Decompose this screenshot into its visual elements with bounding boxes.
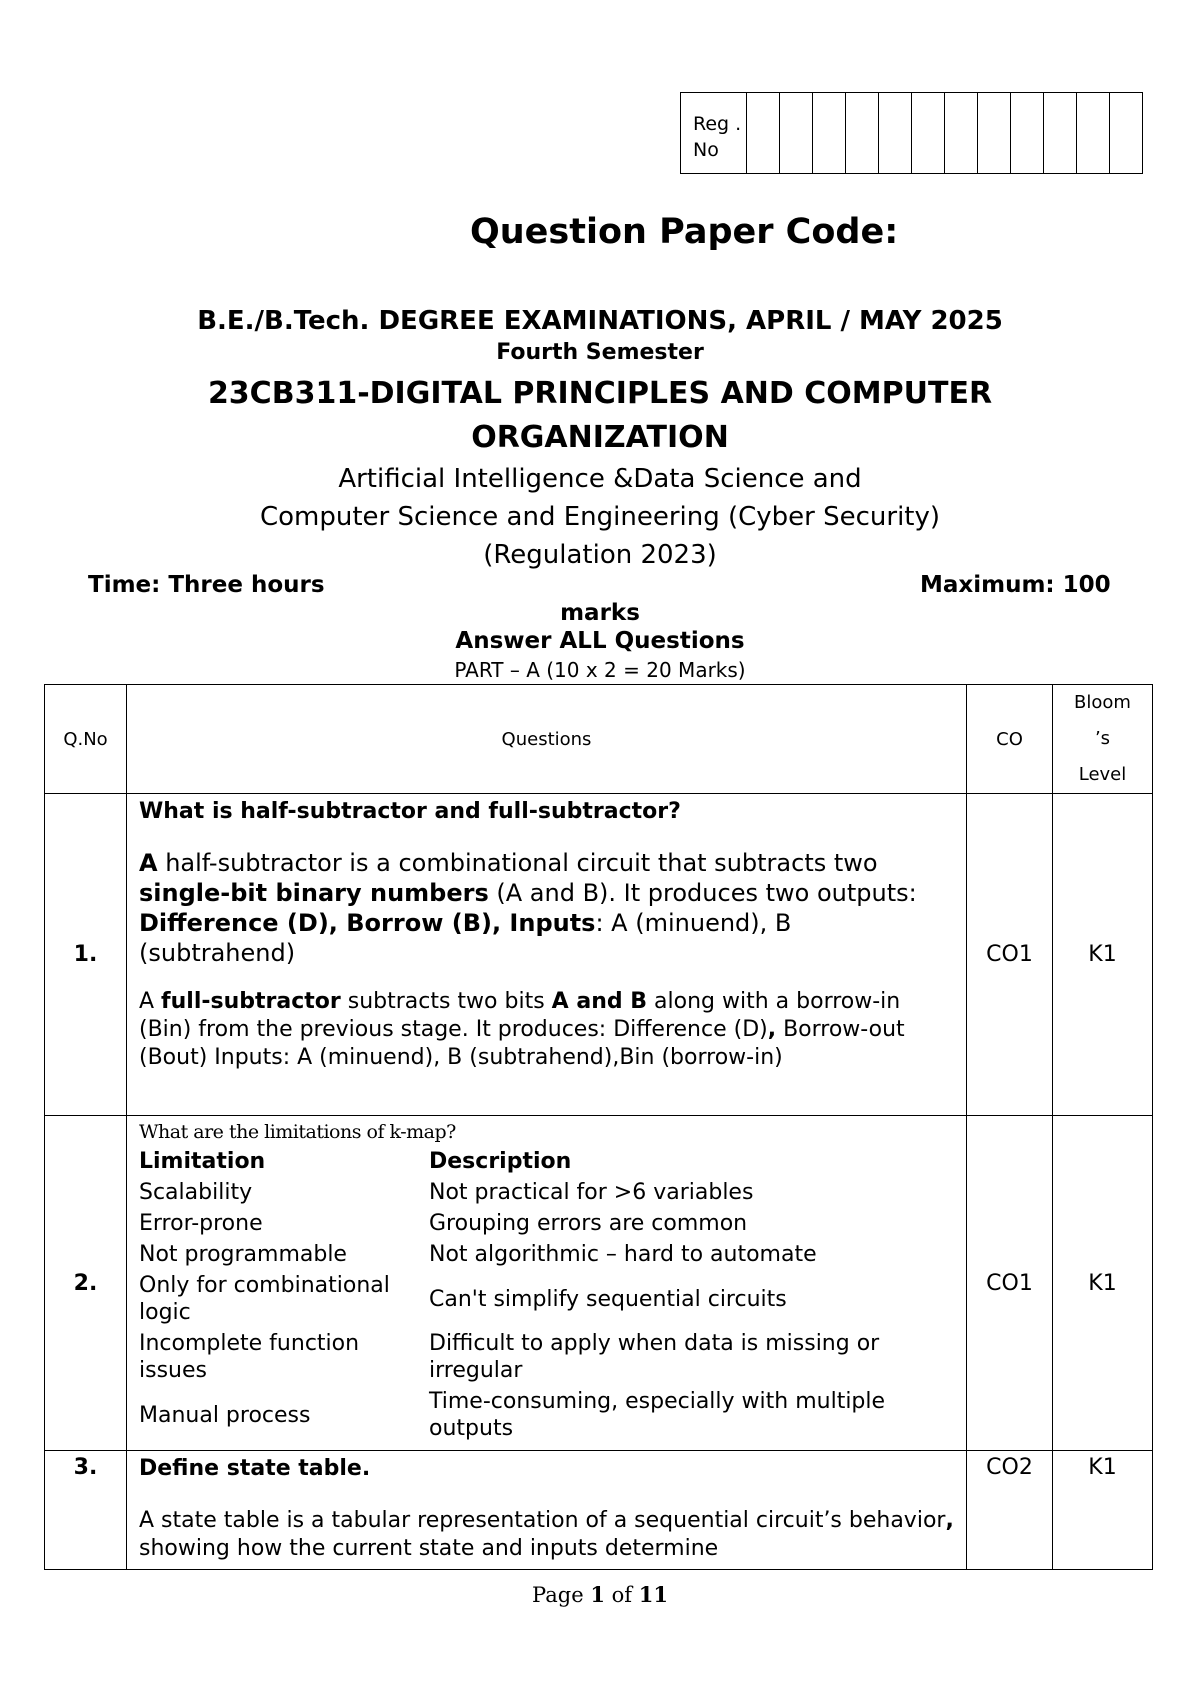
reg-no-cell — [1110, 93, 1143, 174]
answer-paragraph — [139, 988, 954, 1072]
question-number: 2. — [45, 1116, 127, 1451]
text-span: , — [767, 1017, 777, 1042]
limitation-cell: Not programmable — [139, 1242, 347, 1267]
table-row — [45, 1451, 1153, 1570]
list-item — [139, 1177, 954, 1208]
reg-no-cell — [945, 93, 978, 174]
table-header-row — [45, 685, 1153, 794]
header-co: CO — [967, 685, 1053, 794]
course-title-line1: 23CB311-DIGITAL PRINCIPLES AND COMPUTER — [207, 376, 993, 411]
text-span: single-bit binary numbers — [139, 879, 489, 907]
description-cell: Time-consuming, especially with multiple outputs — [429, 1389, 886, 1441]
text-span: Difference (D), Borrow (B), Inputs — [139, 909, 596, 937]
part-a-label: PART – A (10 x 2 = 20 Marks) — [454, 658, 746, 682]
header-questions: Questions — [127, 685, 967, 794]
description-cell: Can't simplify sequential circuits — [429, 1286, 787, 1312]
time-label: Time: Three hours — [88, 572, 325, 598]
department — [0, 460, 1200, 574]
text-span: half-subtractor is a combinational circuit that subtracts two — [157, 849, 878, 877]
co-value: CO1 — [967, 1116, 1053, 1451]
limitation-header: Limitation — [139, 1149, 266, 1174]
list-item — [139, 1328, 954, 1386]
reg-no-cell — [1011, 93, 1044, 174]
description-cell: Not practical for >6 variables — [429, 1180, 754, 1205]
course-title-line2: ORGANIZATION — [471, 420, 729, 455]
text-span: Borrow-out (Bout) Inputs: A (minuend), B (subtrahend),Bin (borrow-in) — [139, 1017, 905, 1070]
text-span: A and B — [551, 989, 648, 1014]
limitations-table — [139, 1146, 954, 1444]
text-span: : A (minuend), B (subtrahend) — [139, 909, 792, 967]
question-body — [127, 794, 967, 1116]
bloom-value: K1 — [1053, 1116, 1153, 1451]
marks-label: marks — [560, 600, 640, 626]
answer-all-label: Answer ALL Questions — [455, 628, 745, 654]
question-body — [127, 1116, 967, 1451]
header-qno: Q.No — [45, 685, 127, 794]
question-number: 3. — [45, 1451, 127, 1570]
footer-total-pages: 11 — [638, 1582, 668, 1607]
header-bloom-2: ’s — [1094, 728, 1111, 749]
header-bloom — [1053, 685, 1153, 794]
question-title: What is half-subtractor and full-subtractor? — [139, 799, 681, 824]
limitation-cell: Incomplete function issues — [139, 1331, 360, 1383]
description-cell: Difficult to apply when data is missing or irregular — [429, 1331, 880, 1383]
reg-no-cell — [879, 93, 912, 174]
bloom-value: K1 — [1053, 794, 1153, 1116]
text-span: A — [139, 849, 158, 877]
department-line2: Computer Science and Engineering (Cyber Security) — [259, 502, 941, 532]
text-span: (A and B). It produces two outputs: — [488, 879, 917, 907]
text-span: A — [139, 989, 162, 1014]
reg-no-box — [680, 92, 1143, 174]
footer-current-page: 1 — [590, 1582, 605, 1607]
list-item — [139, 1239, 954, 1270]
reg-no-cell — [780, 93, 813, 174]
limitations-header — [139, 1146, 954, 1177]
limitation-cell: Scalability — [139, 1180, 253, 1205]
footer-page-label: Page — [532, 1583, 591, 1607]
co-value: CO2 — [967, 1451, 1053, 1570]
question-number: 1. — [45, 794, 127, 1116]
question-title: Define state table. — [139, 1456, 371, 1481]
course-title — [0, 372, 1200, 460]
text-span: full-subtractor — [161, 989, 341, 1014]
text-span: subtracts two bits — [340, 989, 552, 1014]
reg-no-label: Reg . No — [681, 93, 747, 174]
question-body — [127, 1451, 967, 1570]
reg-no-cell — [1077, 93, 1110, 174]
page-footer — [0, 1582, 1200, 1607]
limitation-cell: Error-prone — [139, 1211, 263, 1236]
footer-of-label: of — [604, 1583, 639, 1607]
table-row — [45, 794, 1153, 1116]
answer-paragraph — [139, 1507, 954, 1563]
regulation: (Regulation 2023) — [483, 540, 717, 570]
reg-no-cell — [846, 93, 879, 174]
limitation-cell: Manual process — [139, 1402, 311, 1428]
reg-no-cell — [978, 93, 1011, 174]
bloom-value: K1 — [1053, 1451, 1153, 1570]
text-span: showing how the current state and inputs determine — [139, 1536, 719, 1561]
text-span: A state table is a tabular representation of a sequential circuit’s behavior — [139, 1508, 946, 1533]
reg-no-cell — [912, 93, 945, 174]
reg-no-cell — [1044, 93, 1077, 174]
reg-no-cell — [747, 93, 780, 174]
maximum-label: Maximum: 100 — [920, 572, 1111, 598]
reg-no-cell — [813, 93, 846, 174]
question-title: What are the limitations of k-map? — [139, 1121, 456, 1143]
header-bloom-1: Bloom — [1074, 692, 1131, 713]
text-span: along with a borrow-in (Bin) from the previous stage. It produces: Difference (D) — [139, 989, 901, 1042]
description-cell: Not algorithmic – hard to automate — [429, 1242, 817, 1267]
department-line1: Artificial Intelligence &Data Science and — [338, 464, 862, 494]
answer-paragraph — [139, 848, 954, 968]
list-item — [139, 1386, 954, 1444]
description-header: Description — [429, 1149, 572, 1174]
table-row — [45, 1116, 1153, 1451]
header-bloom-3: Level — [1078, 764, 1127, 785]
exam-title: B.E./B.Tech. DEGREE EXAMINATIONS, APRIL / MAY 2025 — [197, 306, 1003, 336]
questions-table — [44, 684, 1153, 1570]
description-cell: Grouping errors are common — [429, 1211, 748, 1236]
list-item — [139, 1208, 954, 1239]
semester: Fourth Semester — [496, 340, 704, 365]
co-value: CO1 — [967, 794, 1053, 1116]
text-span: , — [945, 1508, 954, 1533]
limitation-cell: Only for combinational logic — [139, 1273, 390, 1325]
list-item — [139, 1270, 954, 1328]
question-paper-code-label: Question Paper Code: — [470, 212, 899, 252]
